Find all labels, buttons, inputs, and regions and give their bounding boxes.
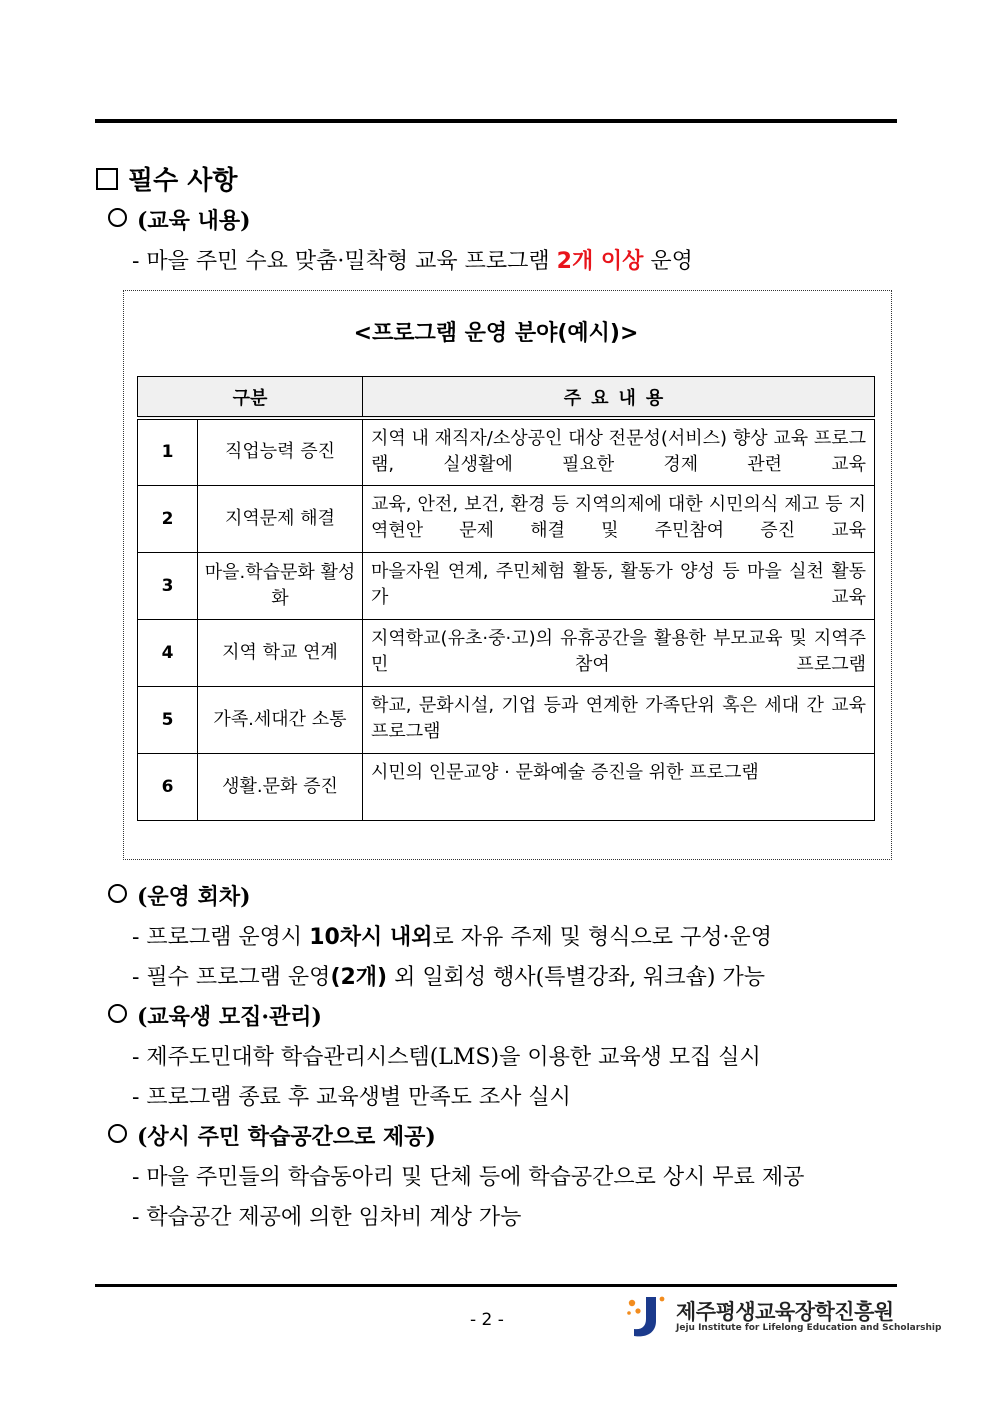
operation-line-2: - 필수 프로그램 운영(2개) 외 일회성 행사(특별강좌, 워크숍) 가능 [132,965,766,990]
table-row: 5 가족.세대간 소통 학교, 문화시설, 기업 등과 연계한 가족단위 혹은 세대 간 교육 프로그램 [138,686,875,753]
program-box-title: <프로그램 운영 분야(예시)> [353,321,639,346]
space-line-2: - 학습공간 제공에 의한 임차비 계상 가능 [132,1205,522,1230]
education-line: - 마을 주민 수요 맞춤·밀착형 교육 프로그램 2개 이상 운영 [132,249,693,274]
organization-name-english: Jeju Institute for Lifelong Education and Scholarship [676,1323,942,1333]
recruit-heading: (교육생 모집·관리) [108,1000,322,1031]
table-row: 4 지역 학교 연계 지역학교(유초·중·고)의 유휴공간을 활용한 부모교육 및 지역주민 참여 프로그램 [138,619,875,686]
table-row: 2 지역문제 해결 교육, 안전, 보건, 환경 등 지역의제에 대한 시민의식 제고 등 지역현안 문제 해결 및 주민참여 증진 교육 [138,485,875,552]
organization-logo [624,1293,942,1341]
table-row: 3 마을.학습문화 활성화 마을자원 연계, 주민체험 활동, 활동가 양성 등 마을 실천 활동가 교육 [138,552,875,619]
recruit-line-2: - 프로그램 종료 후 교육생별 만족도 조사 실시 [132,1085,571,1110]
circle-bullet-icon [108,1124,127,1143]
table-header-row [138,377,875,419]
circle-bullet-icon [108,884,127,903]
program-table [137,376,875,821]
jeju-logo-icon [624,1293,666,1339]
operation-line-1: - 프로그램 운영시 10차시 내외로 자유 주제 및 형식으로 구성·운영 [132,925,772,950]
space-heading: (상시 주민 학습공간으로 제공) [108,1120,436,1151]
header-content: 주요내용 [363,377,875,419]
operation-heading: (운영 회차) [108,880,251,911]
top-rule [95,119,897,123]
bottom-rule [95,1284,897,1287]
organization-name-korean: 제주평생교육장학진흥원 [676,1300,894,1324]
section-title: 필수 사항 [96,160,238,197]
education-heading: (교육 내용) [108,204,251,235]
page-number: - 2 - [470,1310,504,1330]
circle-bullet-icon [108,208,127,227]
header-category: 구분 [138,377,363,419]
recruit-line-1: - 제주도민대학 학습관리시스템(LMS)을 이용한 교육생 모집 실시 [132,1045,761,1070]
checkbox-square-icon [96,168,118,190]
table-row: 6 생활.문화 증진 시민의 인문교양 · 문화예술 증진을 위한 프로그램 [138,753,875,820]
circle-bullet-icon [108,1004,127,1023]
space-line-1: - 마을 주민들의 학습동아리 및 단체 등에 학습공간으로 상시 무료 제공 [132,1165,805,1190]
table-row: 1 직업능력 증진 지역 내 재직자/소상공인 대상 전문성(서비스) 향상 교육 프로그램, 실생활에 필요한 경제 관련 교육 [138,418,875,485]
